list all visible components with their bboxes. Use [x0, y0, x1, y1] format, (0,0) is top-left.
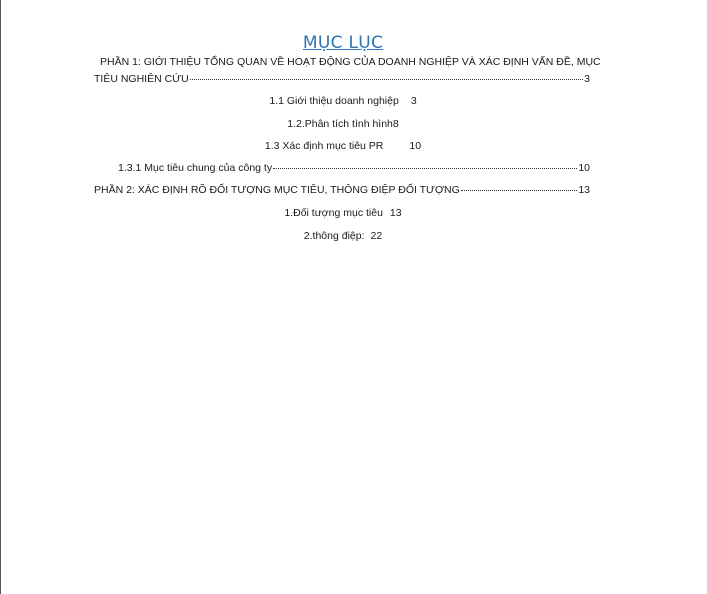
toc-sub-item-page: 10: [578, 162, 590, 174]
toc-item-label: 2.thông điệp:: [303, 230, 365, 242]
toc-title[interactable]: MỤC LỤC: [302, 33, 384, 53]
toc-item-label: 1.1 Giới thiệu doanh nghiệp: [269, 95, 399, 107]
dot-leader: [273, 168, 577, 169]
toc-part2-page: 13: [578, 184, 590, 196]
toc-item-page: 8: [392, 118, 399, 130]
dot-leader: [461, 190, 578, 191]
toc-item-page: 3: [410, 95, 417, 107]
toc-sub-item-1-3-1[interactable]: [118, 162, 590, 174]
toc-item-label: 1.2.Phân tích tình hình: [287, 118, 393, 130]
toc-item-page: 22: [370, 230, 383, 242]
toc-item-1-3[interactable]: [1, 140, 685, 152]
toc-item-2-2[interactable]: [1, 230, 685, 242]
toc-part2[interactable]: [94, 184, 590, 196]
toc-item-page: 13: [389, 207, 402, 219]
toc-part1-line1[interactable]: PHẦN 1: GIỚI THIỆU TỔNG QUAN VỀ HOẠT ĐỘNG CỦA DOANH NGHIỆP VÀ XÁC ĐỊNH VẤN ĐỀ, MỤC: [100, 56, 601, 68]
toc-item-label: 1.Đối tượng mục tiêu: [284, 207, 383, 219]
toc-item-1-2[interactable]: [1, 118, 685, 130]
toc-item-label: 1.3 Xác định mục tiêu PR: [264, 140, 384, 152]
toc-item-2-1[interactable]: [1, 207, 685, 219]
document-page: [1, 0, 707, 594]
toc-sub-item-label: 1.3.1 Mục tiêu chung của công ty: [118, 162, 273, 174]
toc-part1-line2[interactable]: [94, 73, 590, 85]
toc-part1-label: TIÊU NGHIÊN CỨU: [94, 73, 189, 85]
dot-leader: [190, 79, 583, 80]
toc-part2-label: PHẦN 2: XÁC ĐỊNH RÕ ĐỐI TƯỢNG MỤC TIÊU, THÔNG ĐIỆP ĐỐI TƯỢNG: [94, 184, 460, 196]
toc-part1-page: 3: [584, 73, 590, 85]
toc-item-page: 10: [409, 140, 422, 152]
toc-item-1-1[interactable]: [1, 95, 685, 107]
